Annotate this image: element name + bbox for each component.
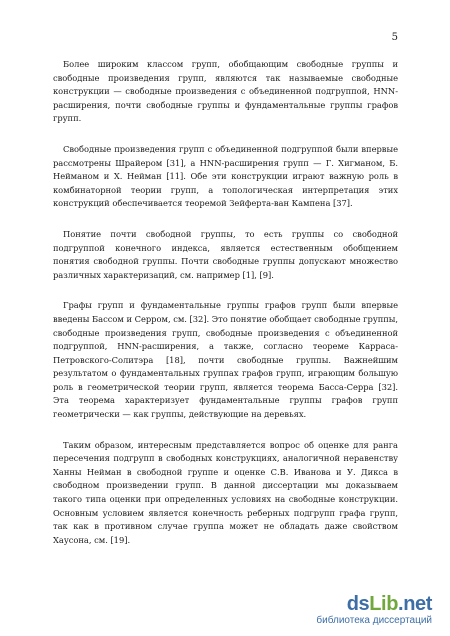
paragraph-graphs-of-groups: Графы групп и фундаментальные группы графов групп были впервые введены Бассом и Серром, см. [32]. Это понятие обобщает свободные группы, свободные произведения групп, свободные произведения с объединенной подгруппой, HNN-расширения, а также, согласно теореме Карраса-Петровского-Солитэра [18], почти свободные группы. Важнейшим результатом о фундаментальных группах графов групп, играющим большую роль в геометрической теории групп, является теорема Басса-Серра [32]. Эта теорема характеризует фундаментальные группы графов групп геометрически — как группы, действующие на деревьях. [53, 300, 398, 420]
paragraph-history: Свободные произведения групп с объединенной подгруппой были впервые рассмотрены Шрайером [31], а HNN-расширения групп — Г. Хигманом, Б. Нейманом и Х. Нейман [11]. Обе эти конструкции играют важную роль в комбинаторной теории групп, а топологическая интерпретация этих конструкций обеспечивается теоремой Зейферта-ван Кампена [37]. [53, 143, 398, 209]
document-body [53, 58, 398, 564]
paragraph-rank-estimates: Таким образом, интересным представляется вопрос об оценке для ранга пересечения подгрупп в свободных конструкциях, аналогичной неравенству Ханны Нейман в свободной группе и оценке С.В. Иванова и У. Дикса в свободном произведении групп. В данной диссертации мы доказываем такого типа оценки при определенных условиях на свободные конструкции. Основным условием является конечность реберных подгрупп графа групп, так как в противном случае группа может не обладать даже свойством Хаусона, см. [19]. [53, 439, 398, 545]
paragraph-free-constructions: Более широким классом групп, обобщающим свободные группы и свободные произведения групп, являются так называемые свободные конструкции — свободные произведения с объединенной подгруппой, HNN-расширения, почти свободные группы и фундаментальные группы графов групп. [53, 59, 398, 124]
dslib-logo: dsLib.net [346, 593, 432, 615]
dslib-subtitle: библиотека диссертаций [316, 615, 432, 626]
paragraph-virtually-free: Понятие почти свободной группы, то есть группы со свободной подгруппой конечного индекса, является естественным обобщением понятия свободной группы. Почти свободные группы допускают множество различных характеризаций, см. например [1], [9]. [53, 228, 398, 280]
dslib-watermark [316, 593, 432, 626]
page-number: 5 [391, 32, 398, 43]
